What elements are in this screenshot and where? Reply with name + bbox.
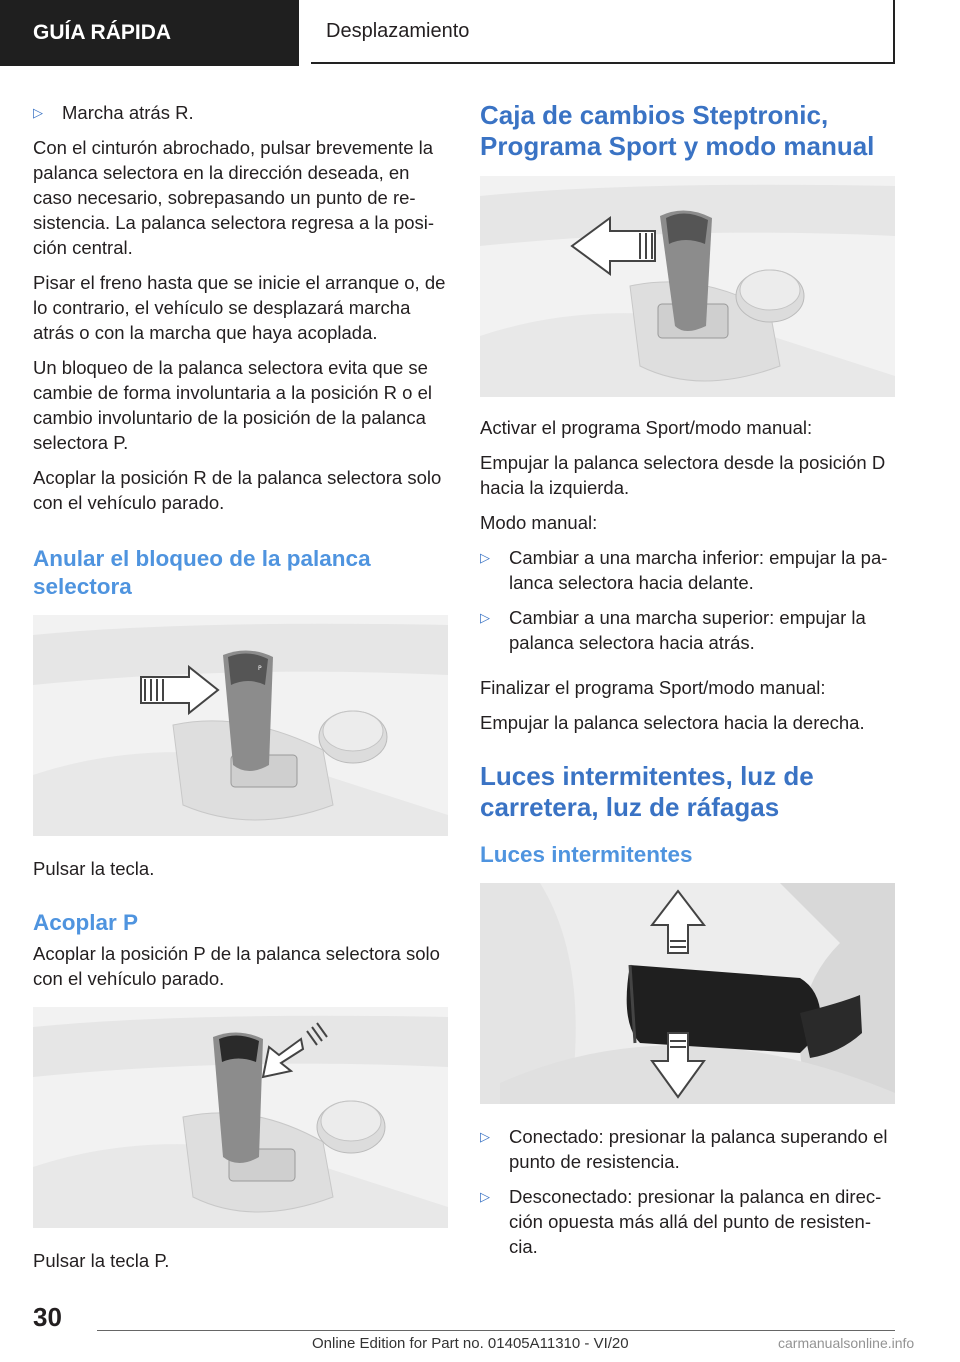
edition-note: Online Edition for Part no. 01405A11310 - VI/20 — [312, 1335, 629, 1352]
paragraph: Acoplar la posición R de la palanca selectora solo con el vehículo parado. — [33, 467, 442, 513]
paragraph: Acoplar la posición P de la palanca selectora solo con el vehículo parado. — [33, 943, 440, 989]
caption: Pulsar la tecla. — [33, 858, 155, 879]
paragraph: Activar el programa Sport/modo manual: — [480, 417, 813, 438]
bullet-triangle-icon: ▷ — [480, 610, 490, 625]
heading-unlock-selector: Anular el bloqueo de la palanca selectora — [33, 546, 371, 599]
list-item: ▷ Cambiar a una marcha inferior: empujar la pa‐ lanca selectora hacia delante. — [480, 547, 888, 593]
heading-turn-signals: Luces intermitentes — [480, 842, 693, 867]
section-tab: GUÍA RÁPIDA — [0, 0, 299, 66]
footer-divider — [97, 1330, 895, 1331]
selector-unlock-illustration — [33, 615, 448, 836]
heading-lights: Luces intermitentes, luz de carretera, luz de ráfagas — [480, 761, 814, 822]
paragraph: Finalizar el programa Sport/modo manual: — [480, 677, 826, 698]
caption: Pulsar la tecla P. — [33, 1250, 170, 1271]
park-button-illustration — [33, 1007, 448, 1228]
steptronic-illustration — [480, 176, 895, 397]
chapter-title: Desplazamiento — [311, 0, 895, 64]
right-column — [480, 100, 896, 1269]
paragraph: Un bloqueo de la palanca selectora evita que se cambie de forma involuntaria a la posición R o el cambio involuntario de la posición de la palanca selectora P. — [33, 357, 432, 453]
bullet-triangle-icon: ▷ — [480, 1189, 490, 1204]
heading-steptronic: Caja de cambios Steptronic, Programa Sport y modo manual — [480, 100, 875, 161]
list-item: ▷ Marcha atrás R. — [33, 102, 194, 123]
page-number: 30 — [33, 1302, 62, 1332]
left-column — [33, 100, 449, 1283]
paragraph: Empujar la palanca selectora desde la posición D hacia la izquierda. — [480, 452, 886, 498]
turn-signal-lever-illustration — [480, 883, 895, 1104]
bullet-triangle-icon: ▷ — [33, 105, 43, 120]
bullet-triangle-icon: ▷ — [480, 1129, 490, 1144]
heading-engage-p: Acoplar P — [33, 910, 139, 935]
bullet-triangle-icon: ▷ — [480, 550, 490, 565]
list-item: ▷ Desconectado: presionar la palanca en direc‐ ción opuesta más allá del punto de resisten‐ cia. — [480, 1186, 882, 1257]
paragraph: Empujar la palanca selectora hacia la derecha. — [480, 712, 865, 733]
paragraph: Pisar el freno hasta que se inicie el arranque o, de lo contrario, el vehículo se desplazará marcha atrás o con la marcha que haya acoplada. — [33, 272, 446, 343]
watermark: carmanualsonline.info — [778, 1335, 915, 1351]
paragraph: Con el cinturón abrochado, pulsar brevemente la palanca selectora en la dirección deseada, en caso necesario, sobrepasando un punto de re‐ sistencia. La palanca selectora regresa a la posi‐ ción central. — [33, 137, 435, 258]
list-item: ▷ Cambiar a una marcha superior: empujar la palanca selectora hacia atrás. — [480, 607, 866, 653]
list-item: ▷ Conectado: presionar la palanca superando el punto de resistencia. — [480, 1126, 888, 1172]
paragraph: Modo manual: — [480, 512, 598, 533]
svg-text:P: P — [258, 665, 262, 672]
